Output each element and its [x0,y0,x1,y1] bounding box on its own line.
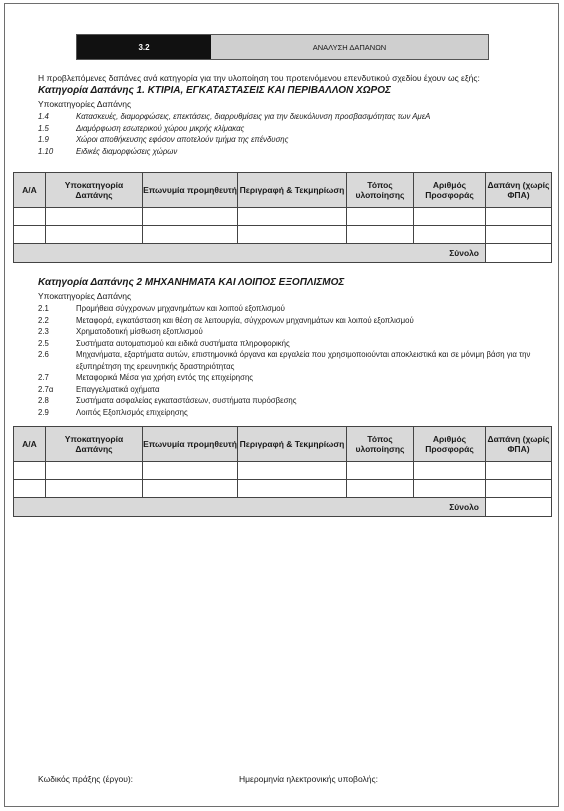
total-value-cell [486,244,552,263]
total-label: Σύνολο [14,244,486,263]
total-value-cell [486,498,552,517]
col-header-aa: Α/Α [14,173,46,208]
col-header-supplier: Επωνυμία προμηθευτή [143,173,238,208]
total-label: Σύνολο [14,498,486,517]
list-item: 2.9 Λοιπός Εξοπλισμός επιχείρησης [38,407,188,417]
col-header-expense: Δαπάνη (χωρίς ΦΠΑ) [486,173,552,208]
col-header-description: Περιγραφή & Τεκμηρίωση [238,173,347,208]
col-header-offer-number: Αριθμός Προσφοράς [414,427,486,462]
table-row [14,462,552,480]
list-item: 2.3 Χρηματοδοτική μίσθωση εξοπλισμού [38,327,203,336]
list-item: 1.10 Ειδικές διαμορφώσεις χώρων [38,146,178,156]
list-item: 1.9 Χώροι αποθήκευσης εφόσον αποτελούν τμήμα της επένδυσης [38,135,289,144]
table-row [14,480,552,498]
expenses-table-2 [13,426,552,517]
total-row [14,498,552,517]
table-row [14,226,552,244]
list-item: 2.2 Μεταφορά, εγκατάσταση και θέση σε λειτουργία, σύγχρονων μηχανημάτων και λοιπού εξοπλισμού [38,315,414,325]
list-item: 2.7α Επαγγελματικά οχήματα [38,384,160,394]
col-header-expense: Δαπάνη (χωρίς ΦΠΑ) [486,427,552,462]
category-2-items [38,303,556,418]
section-number: 3.2 [77,35,211,59]
col-header-location: Τόπος υλοποίησης [347,427,414,462]
table-row [14,208,552,226]
list-item: 2.6 Μηχανήματα, εξαρτήματα αυτών, επιστημονικά όργανα και εργαλεία που χρησιμοποιούνται αποκλειστικά και σε μόνιμη βάση για την εξυπηρέτηση της ερευνητικής δραστηριότητας [38,350,531,371]
list-item: 2.8 Συστήματα ασφαλείας εγκαταστάσεων, συστήματα πυρόσβεσης [38,396,297,405]
section-title: ΑΝΑΛΥΣΗ ΔΑΠΑΝΩΝ [211,35,488,59]
total-row [14,244,552,263]
list-item: 1.4 Κατασκευές, διαμορφώσεις, επεκτάσεις, διαρρυθμίσεις για την διευκόλυνση προσβασιμότητας των ΑμεΑ [38,112,431,121]
col-header-subcategory: Υποκατηγορία Δαπάνης [46,173,143,208]
category-1-title: Κατηγορία Δαπάνης 1. ΚΤΙΡΙΑ, ΕΓΚΑΤΑΣΤΑΣΕΙΣ ΚΑΙ ΠΕΡΙΒΑΛΛΟΝ ΧΩΡΟΣ [38,85,391,96]
list-item: 1.5 Διαμόρφωση εσωτερικού χώρου μικρής κλίμακας [38,123,245,133]
intro-text: Η προβλεπόμενες δαπάνες ανά κατηγορία για την υλοποίηση του προτεινόμενου επενδυτικού σχεδίου έχουν ως εξής: [38,73,480,83]
col-header-subcategory: Υποκατηγορία Δαπάνης [46,427,143,462]
category-2-title: Κατηγορία Δαπάνης 2 ΜΗΧΑΝΗΜΑΤΑ ΚΑΙ ΛΟΙΠΟΣ ΕΞΟΠΛΙΣΜΟΣ [38,277,345,288]
submission-date-label: Ημερομηνία ηλεκτρονικής υποβολής: [239,774,378,784]
col-header-supplier: Επωνυμία προμηθευτή [143,427,238,462]
category-1-items [38,111,430,157]
list-item: 2.7 Μεταφορικά Μέσα για χρήση εντός της επιχείρησης [38,373,254,382]
category-1-subcategories-label: Υποκατηγορίες Δαπάνης [38,99,132,109]
col-header-description: Περιγραφή & Τεκμηρίωση [238,427,347,462]
col-header-location: Τόπος υλοποίησης [347,173,414,208]
col-header-aa: Α/Α [14,427,46,462]
list-item: 2.5 Συστήματα αυτοματισμού και ειδικά συστήματα πληροφορικής [38,338,290,348]
project-code-label: Κωδικός πράξης (έργου): [38,774,134,784]
section-header [76,34,489,60]
expenses-table-1 [13,172,552,263]
list-item: 2.1 Προμήθεια σύγχρονων μηχανημάτων και λοιπού εξοπλισμού [38,304,285,313]
category-2-subcategories-label: Υποκατηγορίες Δαπάνης [38,291,132,301]
col-header-offer-number: Αριθμός Προσφοράς [414,173,486,208]
